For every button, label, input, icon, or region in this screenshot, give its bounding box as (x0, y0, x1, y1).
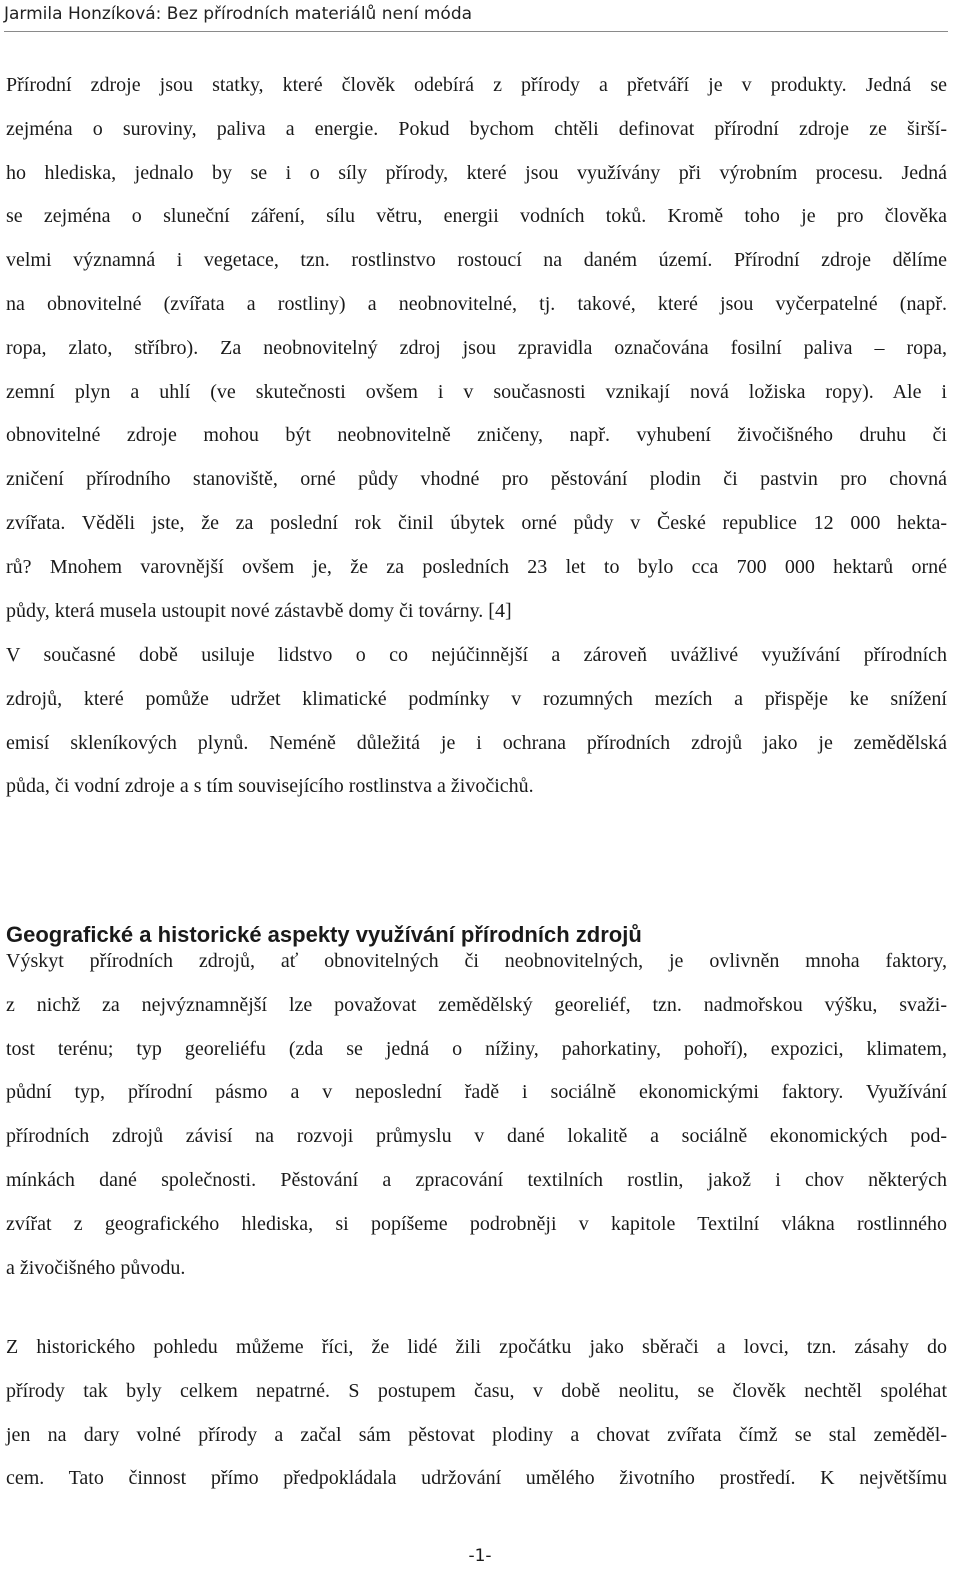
text-line: zemní plyn a uhlí (ve skutečnosti ovšem i v současnosti vznikají nová ložiska ropy). Ale i (6, 380, 947, 403)
text-line: ropa, zlato, stříbro). Za neobnovitelný zdroj jsou zpravidla označována fosilní paliva – ropa, (6, 336, 947, 359)
text-line: tost terénu; typ georeliéfu (zda se jedná o nížiny, pahorkatiny, pohoří), expozici, klimatem, (6, 1037, 947, 1060)
text-line: přírodních zdrojů závisí na rozvoji průmyslu v dané lokalitě a sociálně ekonomických pod- (6, 1125, 947, 1148)
paragraph-geographic-aspects (6, 940, 947, 1290)
text-line: velmi významná i vegetace, tzn. rostlinstvo rostoucí na daném území. Přírodní zdroje dělíme (6, 249, 947, 272)
text-line: se zejména o sluneční záření, sílu větru, energii vodních toků. Kromě toho je pro člověka (6, 205, 947, 228)
text-line: Výskyt přírodních zdrojů, ať obnovitelných či neobnovitelných, je ovlivněn mnoha faktory, (6, 950, 947, 972)
running-header (4, 1, 948, 32)
running-title: Jarmila Honzíková: Bez přírodních materiálů není móda (4, 4, 473, 24)
text-line: zničení přírodního stanoviště, orné půdy vhodné pro pěstování plodin či pastvin pro chovná (6, 468, 947, 491)
text-line: V současné době usiluje lidstvo o co nejúčinnější a zároveň uvážlivé využívání přírodních (6, 644, 947, 666)
text-line: jen na dary volné přírody a začal sám pěstovat plodiny a chovat zvířata čímž se stal zeměděl- (6, 1423, 947, 1446)
text-line: zvířata. Věděli jste, že za poslední rok činil úbytek orné půdy v České republice 12 000 hekta- (6, 511, 947, 534)
text-line: půdní typ, přírodní pásmo a v neposlední řadě i sociálně ekonomickými faktory. Využívání (6, 1081, 947, 1104)
text-line: emisí skleníkových plynů. Neméně důležitá je i ochrana přírodních zdrojů jako je zemědělská (6, 731, 947, 754)
section-heading: Geografické a historické aspekty využívání přírodních zdrojů (6, 922, 642, 947)
text-line: z nichž za nejvýznamnější lze považovat zemědělský georeliéf, tzn. nadmořskou výšku, svaži- (6, 993, 947, 1016)
text-line: zdrojů, které pomůže udržet klimatické podmínky v rozumných mezích a přispěje ke snížení (6, 687, 947, 710)
text-line: mínkách dané společnosti. Pěstování a zpracování textilních rostlin, jakož i chov některých (6, 1168, 947, 1191)
text-line: přírody tak byly celkem nepatrné. S postupem času, v době neolitu, se člověk nechtěl spoléhat (6, 1379, 947, 1402)
text-line: zvířat z geografického hlediska, si popíšeme podrobněji v kapitole Textilní vlákna rostlinného (6, 1212, 947, 1235)
paragraph-historical-aspects (6, 1326, 947, 1501)
paragraph-natural-resources (6, 64, 947, 633)
text-line: zejména o suroviny, paliva a energie. Pokud bychom chtěli definovat přírodní zdroje ze širší- (6, 117, 947, 140)
text-line: obnovitelné zdroje mohou být neobnovitelně zničeny, např. vyhubení živočišného druhu či (6, 424, 947, 447)
text-line: na obnovitelné (zvířata a rostliny) a neobnovitelné, tj. takové, které jsou vyčerpatelné (např. (6, 292, 947, 315)
page-number: -1- (468, 1546, 492, 1566)
paragraph-sustainable-use (6, 634, 947, 809)
text-line: Přírodní zdroje jsou statky, které člověk odebírá z přírody a přetváří je v produkty. Jedná se (6, 74, 947, 96)
text-line: Z historického pohledu můžeme říci, že lidé žili zpočátku jako sběrači a lovci, tzn. zásahy do (6, 1336, 947, 1358)
text-line: cem. Tato činnost přímo předpokládala udržování umělého životního prostředí. K největšímu (6, 1467, 947, 1490)
text-line: půda, či vodní zdroje a s tím souvisejícího rostlinstva a živočichů. (6, 775, 534, 798)
text-line: půdy, která musela ustoupit nové zástavbě domy či továrny. [4] (6, 599, 512, 622)
text-line: rů? Mnohem varovnější ovšem je, že za posledních 23 let to bylo cca 700 000 hektarů orné (6, 555, 947, 578)
text-line: ho hlediska, jednalo by se i o síly přírody, které jsou využívány při výrobním procesu. Jedná (6, 161, 947, 184)
text-line: a živočišného původu. (6, 1256, 186, 1279)
